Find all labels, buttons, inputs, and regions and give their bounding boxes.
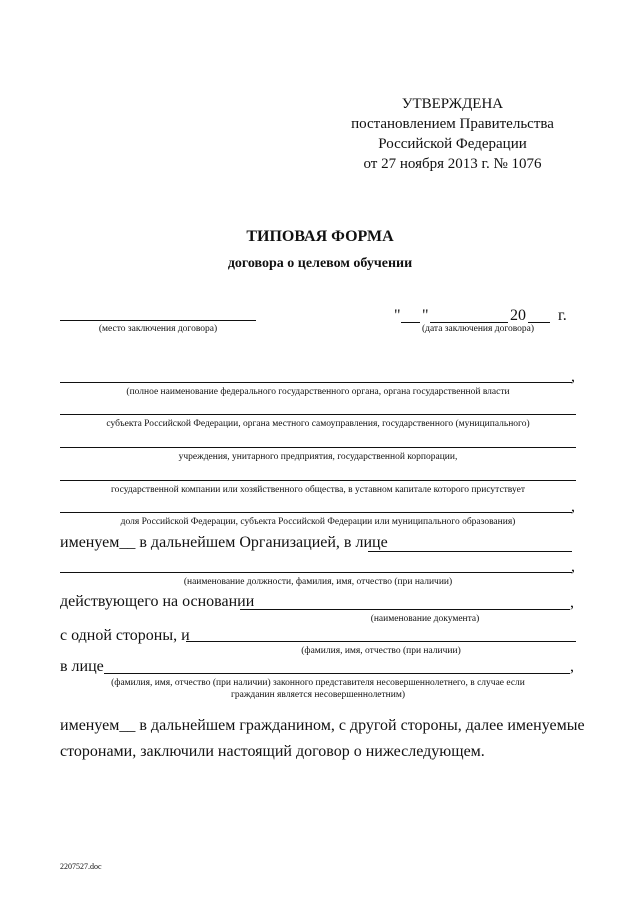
acting-basis-line xyxy=(240,609,570,610)
year-prefix: 20 xyxy=(510,307,526,324)
final-paragraph xyxy=(60,713,585,765)
org-caption-2: субъекта Российской Федерации, органа местного самоуправления, государственного (муниципального) xyxy=(106,419,530,429)
approval-line-1: УТВЕРЖДЕНА xyxy=(401,96,504,112)
org-caption-5: доля Российской Федерации, субъекта Российской Федерации или муниципального образования) xyxy=(120,517,516,527)
org-caption-4: государственной компании или хозяйственного общества, в уставном капитале которого присутствует xyxy=(111,485,525,495)
rep-caption-1: (фамилия, имя, отчество (при наличии) законного представителя несовершеннолетнего, в случае если xyxy=(111,678,525,688)
form-title: ТИПОВАЯ ФОРМА xyxy=(246,228,394,245)
org-caption-3: учреждения, унитарного предприятия, государственной корпорации, xyxy=(178,452,458,462)
position-comma: , xyxy=(571,558,575,575)
org-comma-1: , xyxy=(571,368,575,385)
date-caption: (дата заключения договора) xyxy=(421,324,535,334)
final-line-2: сторонами, заключили настоящий договор о нижеследующем. xyxy=(60,743,485,760)
in-person-line xyxy=(104,673,570,674)
quote-close: " xyxy=(422,307,429,324)
form-subtitle: договора о целевом обучении xyxy=(227,256,413,271)
org-line-2 xyxy=(60,414,576,415)
acting-basis-text: действующего на основании xyxy=(60,593,255,610)
in-person-comma: , xyxy=(570,658,574,675)
place-line xyxy=(60,320,256,321)
quote-open: " xyxy=(394,307,401,324)
fio-caption: (фамилия, имя, отчество (при наличии) xyxy=(301,646,461,656)
position-line xyxy=(60,572,572,573)
in-person-text: в лице xyxy=(60,658,104,675)
org-line-4 xyxy=(60,480,576,481)
named-org-line xyxy=(368,551,572,552)
org-line-5 xyxy=(60,512,572,513)
place-caption: (место заключения договора) xyxy=(98,324,218,334)
org-line-1 xyxy=(60,382,572,383)
rep-caption-2: гражданин является несовершеннолетним) xyxy=(230,690,406,700)
acting-basis-comma: , xyxy=(570,594,574,611)
org-caption-1: (полное наименование федерального государственного органа, органа государственной власти xyxy=(126,387,510,397)
approval-line-3: Российской Федерации xyxy=(378,136,527,152)
one-side-text: с одной стороны, и xyxy=(60,627,190,644)
year-suffix: г. xyxy=(558,307,567,324)
final-line-1: именуем__ в дальнейшем гражданином, с другой стороны, далее именуемые xyxy=(60,717,585,734)
approval-line-2: постановлением Правительства xyxy=(351,116,554,132)
one-side-line xyxy=(186,641,576,642)
document-caption: (наименование документа) xyxy=(370,614,480,624)
org-line-3 xyxy=(60,447,576,448)
org-comma-5: , xyxy=(571,498,575,515)
approval-block xyxy=(330,94,575,174)
footer-filename: 2207527.doc xyxy=(60,862,102,871)
named-org-text: именуем__ в дальнейшем Организацией, в лице xyxy=(60,534,388,551)
approval-line-4: от 27 ноября 2013 г. № 1076 xyxy=(363,156,542,172)
position-caption: (наименование должности, фамилия, имя, отчество (при наличии) xyxy=(183,577,453,587)
